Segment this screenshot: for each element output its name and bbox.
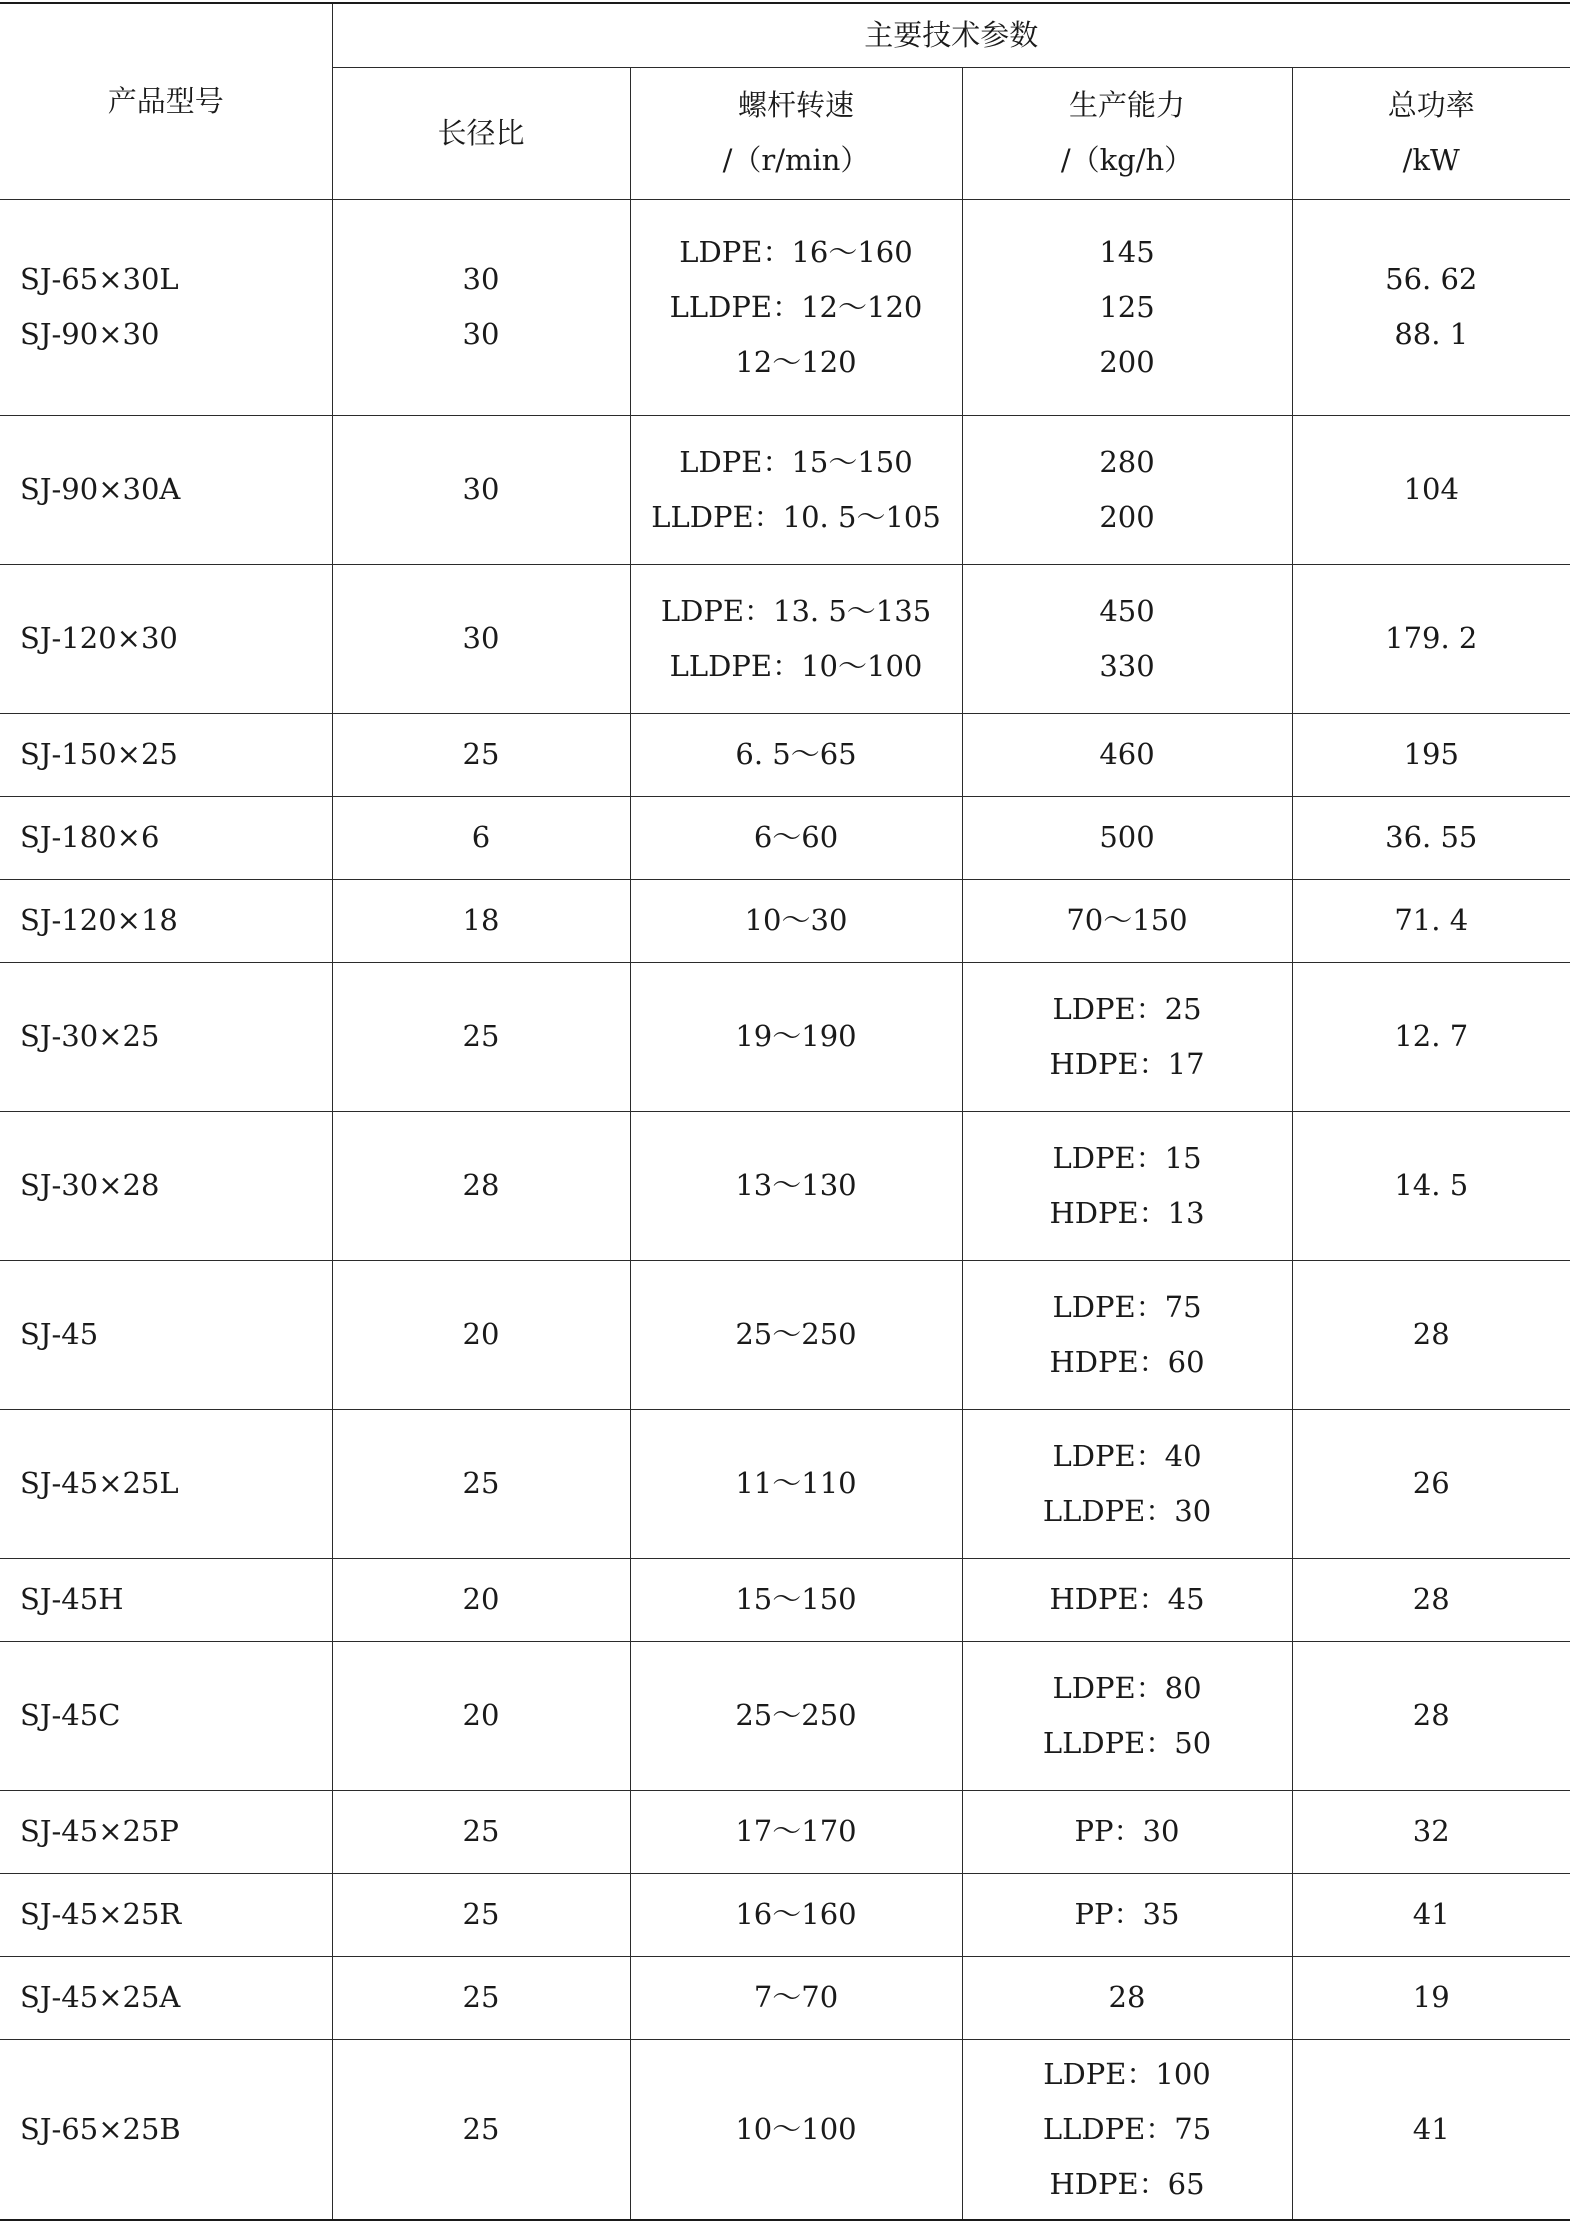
- cell-model: [0, 415, 332, 564]
- cell-ratio-line: 25: [462, 1019, 500, 1053]
- cell-model: [0, 713, 332, 796]
- cell-capacity: [962, 1409, 1292, 1558]
- cell-speed-line: 10～30: [744, 903, 848, 937]
- table-row: [0, 199, 1570, 415]
- cell-speed-line: 25～250: [735, 1698, 857, 1732]
- cell-speed: [630, 415, 962, 564]
- cell-model-line: SJ-120×30: [20, 621, 178, 655]
- cell-speed-line: LLDPE：12～120: [669, 289, 923, 324]
- table-row: [0, 879, 1570, 962]
- cell-ratio: [332, 199, 630, 415]
- cell-ratio: [332, 1409, 630, 1558]
- cell-ratio: [332, 564, 630, 713]
- cell-ratio-line: 25: [462, 1814, 500, 1848]
- cell-ratio: [332, 1641, 630, 1790]
- cell-capacity-line: PP：35: [1074, 1897, 1180, 1931]
- cell-speed-line: 15～150: [735, 1582, 857, 1616]
- cell-ratio: [332, 796, 630, 879]
- cell-capacity-line: LDPE：40: [1052, 1438, 1202, 1473]
- cell-capacity: [962, 2039, 1292, 2220]
- cell-capacity-line: LDPE：100: [1043, 2056, 1211, 2091]
- cell-speed-line: 6. 5～65: [735, 737, 857, 771]
- cell-power: [1292, 1558, 1570, 1641]
- table-row: [0, 962, 1570, 1111]
- cell-speed: [630, 1260, 962, 1409]
- cell-model: [0, 1558, 332, 1641]
- cell-capacity: [962, 713, 1292, 796]
- cell-power-line: 32: [1412, 1814, 1450, 1848]
- cell-capacity-line: HDPE：13: [1049, 1195, 1205, 1230]
- cell-speed-line: 11～110: [735, 1466, 857, 1500]
- cell-model-line: SJ-45×25A: [20, 1980, 181, 2014]
- cell-capacity-line: 200: [1099, 499, 1155, 534]
- cell-power: [1292, 199, 1570, 415]
- cell-speed-line: 19～190: [735, 1019, 857, 1053]
- cell-model-line: SJ-45H: [20, 1582, 124, 1616]
- header-capacity-title: 生产能力: [1068, 88, 1185, 122]
- cell-speed-line: 13～130: [735, 1168, 857, 1202]
- cell-capacity-line: LLDPE：50: [1042, 1725, 1212, 1760]
- cell-model-line: SJ-45×25R: [20, 1897, 182, 1931]
- cell-ratio-line: 6: [471, 820, 491, 854]
- cell-ratio-line: 25: [462, 1466, 500, 1500]
- table-row: [0, 1558, 1570, 1641]
- cell-power: [1292, 1409, 1570, 1558]
- header-speed: [630, 67, 962, 199]
- cell-power: [1292, 415, 1570, 564]
- cell-model: [0, 1641, 332, 1790]
- cell-ratio-line: 25: [462, 1897, 500, 1931]
- cell-ratio: [332, 2039, 630, 2220]
- cell-ratio: [332, 1558, 630, 1641]
- cell-speed: [630, 1111, 962, 1260]
- cell-power: [1292, 1641, 1570, 1790]
- cell-speed: [630, 2039, 962, 2220]
- cell-power: [1292, 962, 1570, 1111]
- cell-ratio: [332, 879, 630, 962]
- header-model: 产品型号: [0, 3, 332, 199]
- cell-speed: [630, 879, 962, 962]
- header-capacity: [962, 67, 1292, 199]
- table-row: [0, 796, 1570, 879]
- header-speed-unit: /（r/min）: [722, 143, 870, 177]
- cell-capacity: [962, 1558, 1292, 1641]
- cell-capacity-line: 330: [1099, 648, 1155, 683]
- cell-ratio-line: 25: [462, 737, 500, 771]
- cell-capacity: [962, 1790, 1292, 1873]
- cell-model-line: SJ-150×25: [20, 737, 178, 771]
- table-row: [0, 1409, 1570, 1558]
- cell-capacity-line: 70～150: [1066, 903, 1188, 937]
- cell-power-line: 28: [1412, 1582, 1450, 1616]
- cell-power: [1292, 879, 1570, 962]
- header-ratio: 长径比: [332, 67, 630, 199]
- cell-ratio-line: 20: [462, 1698, 500, 1732]
- cell-capacity: [962, 415, 1292, 564]
- cell-model: [0, 199, 332, 415]
- cell-model: [0, 2039, 332, 2220]
- cell-capacity: [962, 1260, 1292, 1409]
- cell-power: [1292, 1111, 1570, 1260]
- cell-power: [1292, 564, 1570, 713]
- cell-capacity-line: 125: [1099, 289, 1155, 324]
- cell-ratio: [332, 1790, 630, 1873]
- cell-model-line: SJ-45: [20, 1317, 99, 1351]
- cell-capacity-line: LLDPE：75: [1042, 2111, 1212, 2146]
- cell-power-line: 26: [1412, 1466, 1450, 1500]
- cell-power-line: 14. 5: [1394, 1168, 1469, 1202]
- cell-capacity: [962, 796, 1292, 879]
- cell-speed: [630, 1558, 962, 1641]
- cell-ratio-line: 25: [462, 2111, 500, 2146]
- cell-model-line: SJ-45×25L: [20, 1466, 179, 1500]
- cell-ratio: [332, 415, 630, 564]
- cell-model-line: SJ-30×28: [20, 1168, 160, 1202]
- header-speed-title: 螺杆转速: [737, 88, 854, 122]
- cell-speed-line: 25～250: [735, 1317, 857, 1351]
- cell-ratio-line: 30: [462, 317, 500, 351]
- cell-capacity-line: HDPE：45: [1049, 1582, 1205, 1616]
- cell-model-line: SJ-30×25: [20, 1019, 160, 1053]
- cell-speed-line: 12～120: [735, 344, 857, 379]
- cell-ratio: [332, 1956, 630, 2039]
- cell-capacity-line: 450: [1099, 593, 1155, 628]
- header-power-unit: /kW: [1402, 143, 1460, 177]
- cell-power: [1292, 1873, 1570, 1956]
- table-row: [0, 1111, 1570, 1260]
- table-row: [0, 1260, 1570, 1409]
- cell-power: [1292, 1260, 1570, 1409]
- cell-ratio-line: 20: [462, 1582, 500, 1616]
- cell-capacity-line: LDPE：80: [1052, 1670, 1202, 1705]
- table-row: [0, 713, 1570, 796]
- cell-capacity: [962, 199, 1292, 415]
- header-capacity-unit: /（kg/h）: [1060, 143, 1194, 177]
- cell-power: [1292, 796, 1570, 879]
- cell-capacity: [962, 962, 1292, 1111]
- cell-capacity: [962, 564, 1292, 713]
- cell-speed-line: LDPE：16～160: [679, 234, 913, 269]
- cell-ratio: [332, 1260, 630, 1409]
- cell-capacity-line: 28: [1108, 1980, 1146, 2014]
- cell-capacity-line: LDPE：75: [1052, 1289, 1202, 1324]
- cell-speed: [630, 713, 962, 796]
- cell-power-line: 12. 7: [1394, 1019, 1469, 1053]
- table-row: [0, 1956, 1570, 2039]
- cell-ratio: [332, 1111, 630, 1260]
- cell-capacity-line: HDPE：65: [1049, 2166, 1205, 2201]
- cell-model: [0, 1790, 332, 1873]
- cell-speed: [630, 199, 962, 415]
- cell-speed-line: 6～60: [753, 820, 839, 854]
- cell-speed-line: LDPE：13. 5～135: [660, 593, 932, 628]
- cell-model-line: SJ-180×6: [20, 820, 160, 854]
- header-power: [1292, 67, 1570, 199]
- cell-power: [1292, 1790, 1570, 1873]
- header-main-params: 主要技术参数: [332, 3, 1570, 67]
- cell-model: [0, 962, 332, 1111]
- cell-power-line: 179. 2: [1385, 621, 1478, 655]
- cell-model-line: SJ-45×25P: [20, 1814, 179, 1848]
- cell-power: [1292, 713, 1570, 796]
- extruder-spec-table: [0, 2, 1570, 2221]
- cell-ratio-line: 30: [462, 472, 500, 506]
- cell-speed: [630, 796, 962, 879]
- cell-power-line: 36. 55: [1385, 820, 1478, 854]
- cell-power-line: 88. 1: [1394, 317, 1469, 351]
- table-row: [0, 1790, 1570, 1873]
- cell-capacity-line: LDPE：25: [1052, 991, 1202, 1026]
- table-row: [0, 2039, 1570, 2220]
- cell-speed-line: 10～100: [735, 2111, 857, 2146]
- cell-power-line: 41: [1412, 1897, 1450, 1931]
- cell-ratio: [332, 962, 630, 1111]
- table-body: [0, 199, 1570, 2220]
- table-header: [0, 3, 1570, 199]
- cell-model: [0, 1956, 332, 2039]
- cell-speed: [630, 1790, 962, 1873]
- cell-model: [0, 1260, 332, 1409]
- cell-power-line: 56. 62: [1385, 262, 1478, 296]
- cell-capacity-line: 145: [1099, 234, 1155, 269]
- cell-model-line: SJ-65×30L: [20, 262, 179, 296]
- cell-ratio-line: 25: [462, 1980, 500, 2014]
- cell-power-line: 104: [1403, 472, 1459, 506]
- cell-speed: [630, 1956, 962, 2039]
- cell-speed-line: 7～70: [753, 1980, 839, 2014]
- cell-capacity-line: PP：30: [1074, 1814, 1180, 1848]
- cell-speed: [630, 564, 962, 713]
- cell-speed-line: 16～160: [735, 1897, 857, 1931]
- cell-capacity: [962, 1641, 1292, 1790]
- cell-model-line: SJ-65×25B: [20, 2111, 181, 2146]
- cell-model-line: SJ-90×30: [20, 317, 160, 351]
- header-power-title: 总功率: [1387, 88, 1475, 122]
- cell-speed: [630, 962, 962, 1111]
- table-row: [0, 415, 1570, 564]
- cell-capacity-line: HDPE：60: [1049, 1344, 1205, 1379]
- cell-capacity-line: LDPE：15: [1052, 1140, 1202, 1175]
- cell-capacity-line: 200: [1099, 344, 1155, 379]
- cell-capacity: [962, 879, 1292, 962]
- cell-ratio-line: 30: [462, 262, 500, 296]
- cell-model: [0, 796, 332, 879]
- cell-speed-line: 17～170: [735, 1814, 857, 1848]
- cell-speed-line: LLDPE：10～100: [669, 648, 923, 683]
- cell-ratio-line: 30: [462, 621, 500, 655]
- cell-model-line: SJ-90×30A: [20, 472, 181, 506]
- cell-power-line: 28: [1412, 1698, 1450, 1732]
- cell-model: [0, 1873, 332, 1956]
- cell-power: [1292, 2039, 1570, 2220]
- cell-model: [0, 564, 332, 713]
- table-row: [0, 564, 1570, 713]
- header-row-group: [0, 3, 1570, 67]
- cell-model: [0, 1409, 332, 1558]
- cell-speed: [630, 1641, 962, 1790]
- cell-capacity: [962, 1956, 1292, 2039]
- cell-model: [0, 1111, 332, 1260]
- cell-speed: [630, 1409, 962, 1558]
- cell-ratio-line: 20: [462, 1317, 500, 1351]
- cell-ratio: [332, 713, 630, 796]
- cell-ratio: [332, 1873, 630, 1956]
- cell-power-line: 41: [1412, 2111, 1450, 2146]
- cell-power: [1292, 1956, 1570, 2039]
- cell-capacity-line: 500: [1099, 820, 1155, 854]
- cell-capacity: [962, 1111, 1292, 1260]
- cell-power-line: 19: [1412, 1980, 1450, 2014]
- cell-capacity: [962, 1873, 1292, 1956]
- cell-ratio-line: 18: [462, 903, 500, 937]
- cell-capacity-line: 280: [1099, 444, 1155, 479]
- cell-capacity-line: HDPE：17: [1049, 1046, 1205, 1081]
- cell-speed-line: LDPE：15～150: [679, 444, 913, 479]
- cell-ratio-line: 28: [462, 1168, 500, 1202]
- cell-power-line: 195: [1403, 737, 1459, 771]
- cell-model: [0, 879, 332, 962]
- cell-model-line: SJ-120×18: [20, 903, 178, 937]
- cell-capacity-line: LLDPE：30: [1042, 1493, 1212, 1528]
- cell-capacity-line: 460: [1099, 737, 1155, 771]
- cell-speed-line: LLDPE：10. 5～105: [651, 499, 941, 534]
- cell-power-line: 28: [1412, 1317, 1450, 1351]
- cell-model-line: SJ-45C: [20, 1698, 121, 1732]
- table-row: [0, 1641, 1570, 1790]
- cell-speed: [630, 1873, 962, 1956]
- table-row: [0, 1873, 1570, 1956]
- cell-power-line: 71. 4: [1394, 903, 1469, 937]
